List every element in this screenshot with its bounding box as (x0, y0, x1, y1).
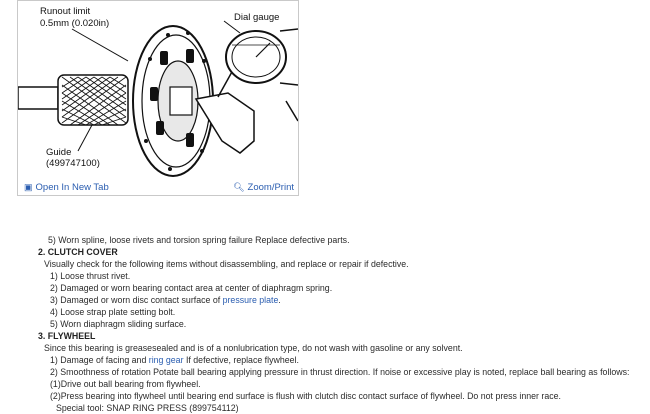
open-new-tab-label: Open In New Tab (35, 182, 109, 193)
guide-part-number: (499747100) (46, 158, 100, 169)
figure-panel (17, 0, 299, 196)
pressure-plate-link[interactable]: pressure plate (222, 295, 279, 305)
clutch-cover-item-3 (50, 294, 281, 306)
special-tool-note: Special tool: SNAP RING PRESS (899754112) (56, 403, 239, 413)
open-new-tab-button[interactable] (24, 182, 109, 193)
clutch-cover-item-5: 5) Worn diaphragm sliding surface. (50, 319, 187, 329)
external-window-icon: ▣ (24, 182, 33, 192)
flywheel-intro: Since this bearing is greasesealed and is of a nonlubrication type, do not wash with gasoline or any solvent. (44, 343, 463, 353)
magnifier-icon: 🔍︎ (233, 182, 245, 192)
clutch-disc-item-5: 5) Worn spline, loose rivets and torsion spring failure Replace defective parts. (48, 235, 350, 245)
flywheel-heading: 3. FLYWHEEL (38, 331, 96, 341)
clutch-cover-heading: 2. CLUTCH COVER (38, 247, 118, 257)
clutch-cover-item-3-text: 3) Damaged or worn disc contact surface of (50, 295, 223, 305)
zoom-print-label: Zoom/Print (247, 182, 294, 193)
clutch-cover-item-3-end: . (278, 295, 281, 305)
flywheel-item-1-text: 1) Damage of facing and (50, 355, 149, 365)
guide-label: Guide (46, 147, 72, 158)
clutch-cover-intro: Visually check for the following items without disassembling, and replace or repair if defective. (44, 259, 409, 269)
clutch-cover-item-2: 2) Damaged or worn bearing contact area at center of diaphragm spring. (50, 283, 333, 293)
clutch-cover-item-4: 4) Loose strap plate setting bolt. (50, 307, 176, 317)
flywheel-item-1-end: If defective, replace flywheel. (183, 355, 299, 365)
ring-gear-link[interactable]: ring gear (148, 355, 184, 365)
flywheel-item-1 (50, 354, 299, 366)
flywheel-subitem-2: (2)Press bearing into flywheel until bearing end surface is flush with clutch disc contact surface of flywheel. Do not press inner race. (50, 391, 561, 401)
dial-gauge-label: Dial gauge (234, 12, 280, 23)
zoom-print-button[interactable] (233, 182, 294, 193)
runout-limit-value: 0.5mm (0.020in) (40, 18, 110, 29)
flywheel-item-2: 2) Smoothness of rotation Potate ball bearing applying pressure in thrust direction. If noise or excessive play is noted, replace ball bearing as follows: (50, 367, 630, 377)
clutch-cover-item-1: 1) Loose thrust rivet. (50, 271, 131, 281)
flywheel-subitem-1: (1)Drive out ball bearing from flywheel. (50, 379, 201, 389)
figure-toolbar (18, 180, 298, 196)
runout-limit-label: Runout limit (40, 6, 91, 17)
